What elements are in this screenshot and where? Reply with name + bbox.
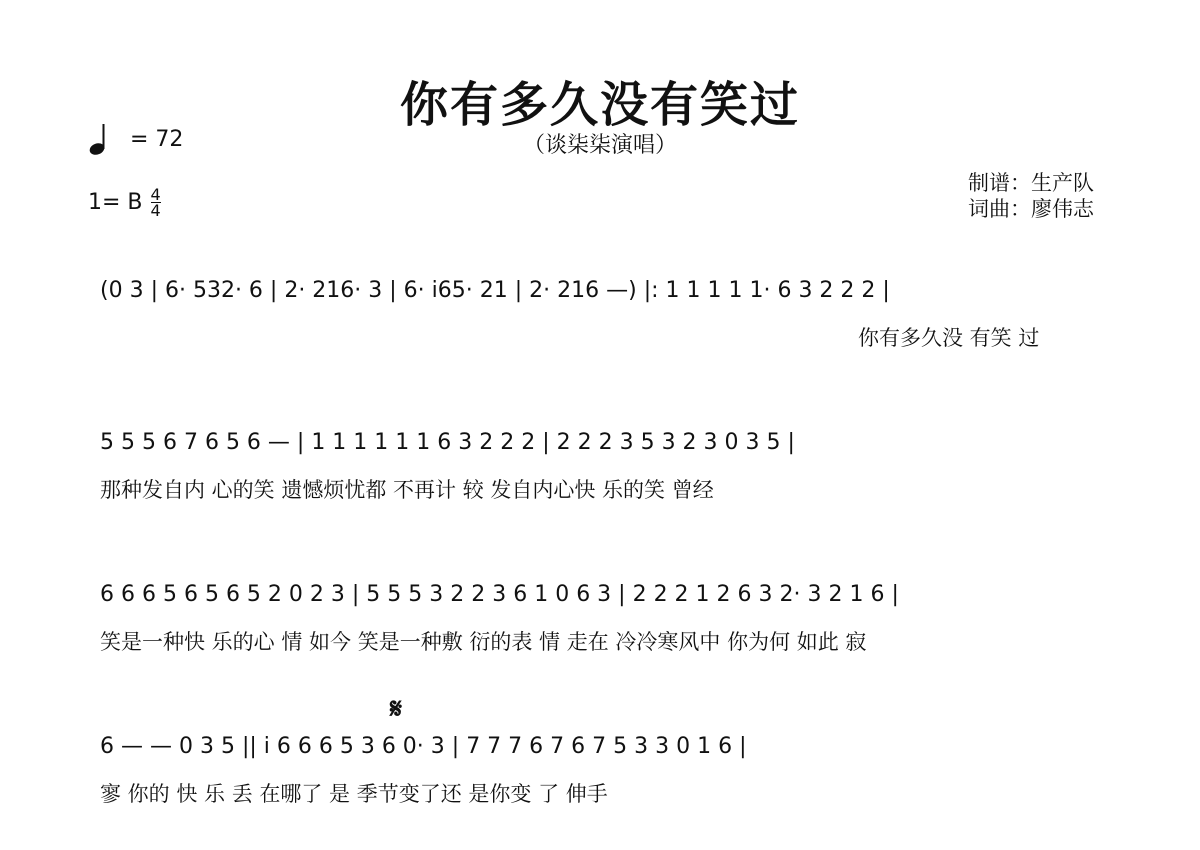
segno-icon: 𝄋: [390, 692, 403, 725]
notation-line: 6 6 6 5 6 5 6 5 2 0 2 3 | 5 5 5 3 2 2 3 6 1 0 6 3 | 2 2 2 1 2 6 3 2· 3 2 1 6 |: [100, 582, 899, 607]
notation-line: 5 5 5 6 7 6 5 6 — | 1 1 1 1 1 1 6 3 2 2 2 | 2 2 2 3 5 3 2 3 0 3 5 |: [100, 430, 795, 455]
lyrics-line: 你有多久没 有笑 过: [858, 326, 1040, 350]
lyrics-line: 那种发自内 心的笑 遗憾烦忧都 不再计 较 发自内心快 乐的笑 曾经: [100, 478, 714, 502]
lyrics-line: 笑是一种快 乐的心 情 如今 笑是一种敷 衍的表 情 走在 冷冷寒风中 你为何 如此 寂: [100, 630, 867, 654]
key-signature: [88, 187, 161, 218]
notation-line: (0 3 | 6· 532· 6 | 2· 216· 3 | 6· i65· 21 | 2· 216 —) |: 1 1 1 1 1· 6 3 2 2 2 |: [100, 278, 890, 303]
credit-composer: 词曲：廖伟志: [968, 197, 1094, 221]
time-signature-bottom: 4: [150, 201, 161, 220]
notation-line: 6 — — 0 3 5 || i 6 6 6 5 3 6 0· 3 | 7 7 7 6 7 6 7 5 3 3 0 1 6 |: [100, 734, 747, 759]
quarter-note-icon: [88, 122, 116, 156]
song-title: 你有多久没有笑过: [399, 77, 800, 133]
time-signature-top: 4: [150, 185, 161, 204]
lyrics-line: 寥 你的 快 乐 丢 在哪了 是 季节变了还 是你变 了 伸手: [100, 782, 608, 806]
credit-transcriber: 制谱：生产队: [968, 171, 1094, 195]
time-signature: [151, 187, 161, 218]
tempo-value: = 72: [130, 126, 184, 152]
key-label: 1= B: [88, 190, 143, 215]
tempo-marking: [88, 122, 183, 156]
credits: [968, 170, 1094, 222]
song-subtitle: （谈柒柒演唱）: [522, 133, 677, 158]
